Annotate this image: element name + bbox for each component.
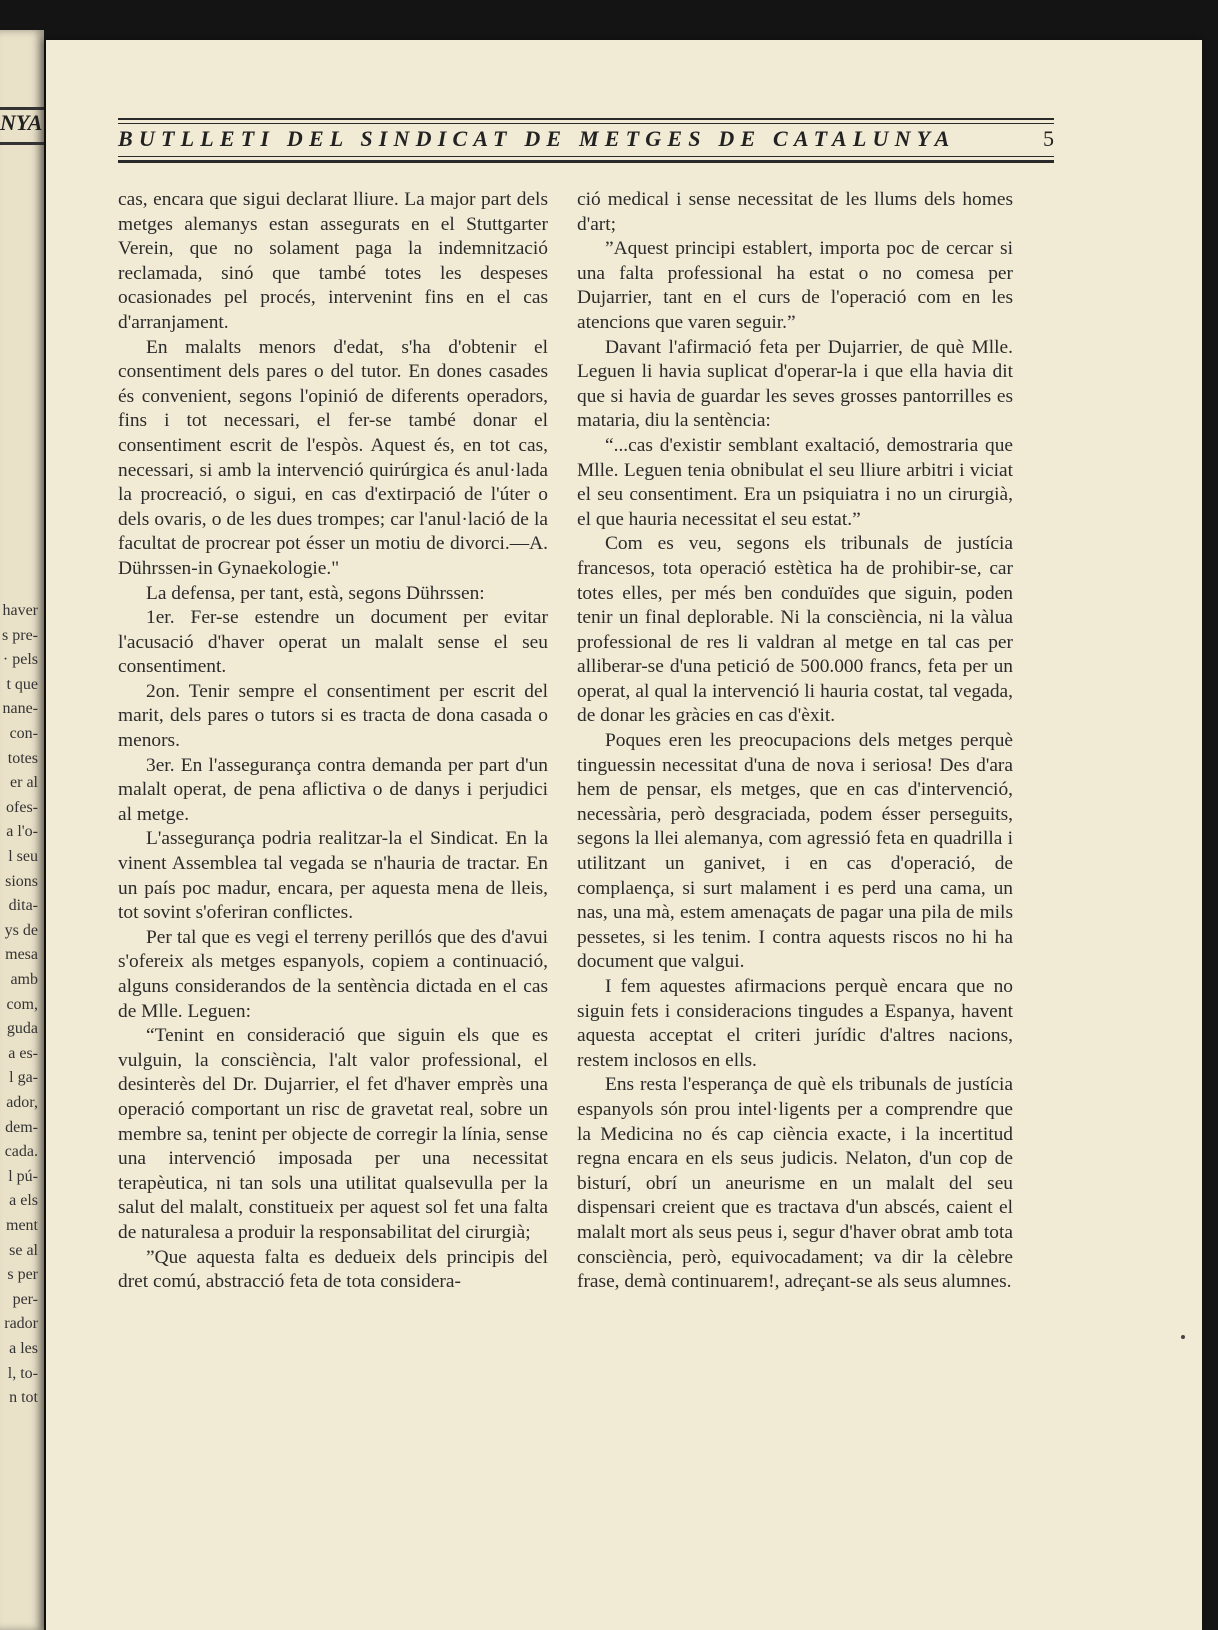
previous-page-fragment: s pre-	[2, 626, 38, 644]
running-header	[118, 108, 1054, 168]
ink-dot	[1181, 1335, 1185, 1339]
previous-page-fragment: t que	[6, 675, 38, 693]
paragraph: ”Que aquesta falta es dedueix dels principis del dret comú, abstracció feta de tota considera-	[118, 1246, 548, 1293]
header-rule	[118, 123, 1054, 124]
paragraph: cas, encara que sigui declarat lliure. La major part dels metges alemanys estan assegurats en el Stuttgarter Verein, que no solament paga la indemnització reclamada, sinó que també totes les despeses ocasionades pel procés, intervenint fins en el cas d'arranjament.	[118, 189, 548, 333]
header-rule	[118, 160, 1054, 163]
previous-page-fragment: er al	[10, 774, 38, 792]
previous-page-fragment: totes	[7, 749, 38, 767]
journal-title: BUTLLETI DEL SINDICAT DE METGES DE CATALUNYA	[118, 126, 956, 151]
header-rule	[118, 156, 1054, 157]
previous-page-fragment: com,	[6, 995, 38, 1013]
paragraph: Ens resta l'esperança de què els tribunals de justícia espanyols són prou intel·ligents per a comprendre que la Medicina no és cap ciència exacte, i la incertitud regna encara en els seus judicis. Nelaton, d'un cop de bisturí, obrí un aneurisme en un malalt del seu dispensari creient que es tractava d'un abscés, caient el malalt mort als seus peus i, segur d'haver obrat amb tota consciència, però, equivocadament; va dir la cèlebre frase, demà continuarem!, adreçant-se als seus alumnes.	[577, 1074, 1013, 1293]
paragraph: 3er. En l'assegurança contra demanda per part d'un malalt operat, de pena aflictiva o de danys i perjudici al metge.	[118, 754, 548, 825]
paragraph: Per tal que es vegi el terreny perillós que des d'avui s'ofereix als metges espanyols, copiem a continuació, alguns considerandos de la sentència dictada en el cas de Mlle. Leguen:	[118, 926, 548, 1022]
paragraph: Davant l'afirmació feta per Dujarrier, de què Mlle. Leguen li havia suplicat d'operar-la i que ella havia dit que si havia de guardar les seves grosses pantorrilles es mataria, diu la sentència:	[577, 336, 1013, 432]
previous-page-header-fragment: NYA	[0, 110, 43, 135]
previous-page-fragment: a es-	[8, 1044, 38, 1062]
paragraph: “...cas d'existir semblant exaltació, demostraria que Mlle. Leguen tenia obnibulat el seu lliure arbitri i viciat el seu consentiment. Era un psiquiatra i no un cirurgià, el que hauria necessitat el seu estat.”	[577, 434, 1013, 530]
previous-page-fragment: cada.	[4, 1143, 38, 1161]
previous-page-fragment: haver	[2, 602, 38, 619]
previous-page-fragment: ment	[6, 1217, 38, 1234]
previous-page-fragment: con-	[9, 725, 38, 742]
previous-page-fragment: l pú-	[8, 1167, 38, 1185]
paragraph: Poques eren les preocupacions dels metges perquè tinguessin necessitat d'una de nova i seriosa! Des d'ara hem de pensar, els metges, que en cas d'intervenció, necessària, però desgraciada, podem ésser perseguits, segons la llei alemanya, com agressió feta en quadrilla i utilitzant un ganivet, i en cas d'operació, de complaença, si surt malament i es perd una cama, un nas, una mà, estem amenaçats de pagar una pila de mils pessetes, si les tenim. I contra aquests riscos no hi ha document que valgui.	[577, 730, 1013, 973]
previous-page-fragment: dem-	[5, 1118, 38, 1136]
previous-page-fragment: sions	[5, 872, 38, 890]
paragraph: L'assegurança podria realitzar-la el Sindicat. En la vinent Assemblea tal vegada se n'hauria de tractar. En un país poc madur, encara, per aquesta mena de lleis, tot sovint s'oferiran conflictes.	[118, 828, 548, 924]
previous-page-fragment: se al	[9, 1241, 38, 1259]
paragraph: ció medical i sense necessitat de les llums dels homes d'art;	[577, 189, 1013, 235]
previous-page-fragment: rador	[4, 1315, 38, 1333]
previous-page-fragment: l seu	[8, 848, 38, 865]
previous-page-fragment: ofes-	[6, 798, 38, 816]
previous-page-rule	[0, 142, 44, 145]
previous-page-fragment: a l'o-	[6, 823, 38, 841]
previous-page-fragment: mesa	[5, 946, 38, 964]
previous-page-fragment: amb	[10, 971, 38, 988]
paragraph: Com es veu, segons els tribunals de justícia francesos, tota operació estètica ha de prohibir-se, car totes elles, per més ben conduïdes que siguin, poden tenir un final deplorable. Ni la consciència, ni la vàlua professional de res li valdran al metge en tal cas per alliberar-se d'una petició de 500.000 francs, feta per un operat, al qual la intervenció li hauria costat, tal vegada, de donar les gràcies en cas d'èxit.	[577, 533, 1013, 727]
header-rule	[118, 118, 1054, 120]
page-number: 5	[1043, 126, 1054, 151]
previous-page-fragment: l, to-	[7, 1364, 38, 1382]
paragraph: I fem aquestes afirmacions perquè encara que no siguin fets i consideracions tingudes a Espanya, havent aquesta acceptat el criteri jurídic d'altres nacions, restem inclosos en ells.	[577, 976, 1013, 1071]
left-column	[118, 188, 548, 1295]
previous-page-fragment: guda	[6, 1020, 38, 1038]
paragraph: La defensa, per tant, està, segons Dührssen:	[146, 582, 485, 604]
previous-page-edge	[0, 30, 44, 1630]
previous-page-fragment: l ga-	[9, 1069, 38, 1087]
paragraph: 2on. Tenir sempre el consentiment per escrit del marit, dels pares o tutors si es tracta de dona casada o menors.	[118, 680, 548, 752]
paragraph: En malalts menors d'edat, s'ha d'obtenir el consentiment dels pares o del tutor. En dones casades és convenient, segons l'opinió de diferents operadors, fins i tot necessari, el fer-se també donar el consentiment escrit de l'espòs. Aquest és, en tot cas, necessari, si amb la intervenció quirúrgica és anul·lada la procreació, o sigui, en cas d'extirpació de l'úter o dels ovaris, o de les dues trompes; car l'anul·lació de la facultat de procrear pot ésser un motiu de divorci.—A. Dührssen-in Gynaekologie."	[118, 336, 548, 579]
previous-page-fragment: a els	[9, 1192, 38, 1210]
previous-page-fragment: n tot	[9, 1389, 38, 1407]
paragraph: 1er. Fer-se estendre un document per evitar l'acusació d'haver operat un malalt sense el seu consentiment.	[118, 607, 548, 678]
previous-page-fragment: ador,	[6, 1094, 38, 1111]
previous-page-fragment: ys de	[4, 921, 38, 939]
previous-page-fragment: s per	[7, 1266, 38, 1284]
previous-page-fragment: dita-	[8, 897, 38, 915]
right-column	[577, 188, 1013, 1295]
previous-page-fragment: per-	[12, 1290, 38, 1308]
document-page	[46, 40, 1202, 1630]
previous-page-fragment: a les	[9, 1340, 38, 1357]
previous-page-fragment: nane-	[2, 700, 38, 718]
previous-page-rule	[0, 107, 44, 110]
paragraph: ”Aquest principi establert, importa poc de cercar si una falta professional ha estat o no comesa per Dujarrier, tant en el curs de l'operació com en les atencions que varen seguir.”	[577, 238, 1013, 333]
paragraph: “Tenint en consideració que siguin els que es vulguin, la consciència, l'alt valor professional, el desinterès del Dr. Dujarrier, el fet d'haver emprès una operació comportant un risc de gravetat real, sobre un membre sa, tenint per objecte de corregir la línia, sense una intervenció imposada per una necessitat terapèutica, ni tan sols una utilitat qualsevulla per la salut del malalt, constitueix per aquest sol fet una falta de naturalesa a produir la responsabilitat del cirurgià;	[118, 1025, 548, 1243]
previous-page-fragment: · pels	[2, 651, 38, 669]
